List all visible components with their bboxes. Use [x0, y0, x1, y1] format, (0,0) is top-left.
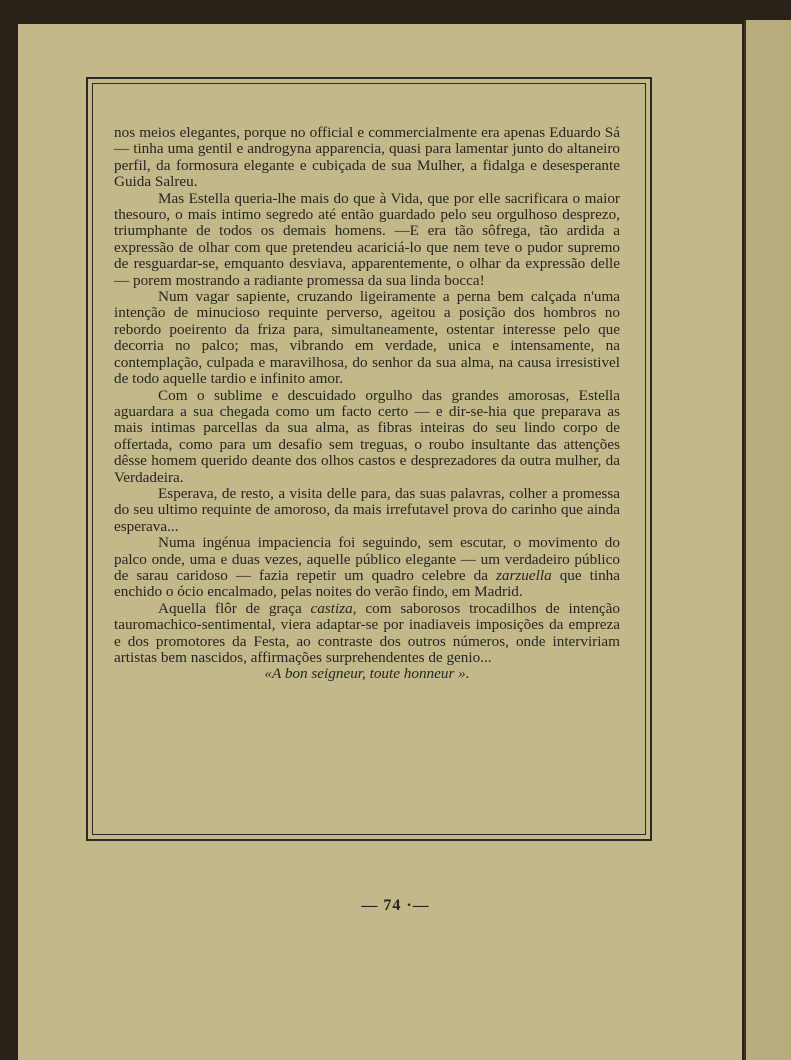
paragraph-6-end: que tinha enchido o ócio encalmado, pelas noites do verão findo, em Madrid. — [114, 566, 620, 601]
paragraph-7-italic: castiza — [310, 599, 353, 617]
closing-quote: «A bon seigneur, toute honneur ». — [264, 665, 470, 683]
paragraph-6-italic: zarzuella — [495, 566, 552, 584]
paragraph-2: Mas Estella queria-lhe mais do que à Vida, que por elle sacrificara o maior thesouro, o mais intimo segredo até então guardado pelo seu orgulhoso desprezo, triumphante de todos os demais homens. —E era tão sôfrega, tão ardida a expressão de olhar com que pretendeu acariciá-lo que nem teve o pudor supremo de resguardar-se, emquanto desviava, apparentemente, o olhar da expressão delle — porem mostrando a radiante promessa da sua linda bocca! — [114, 189, 620, 289]
paragraph-7-end: , com saborosos trocadilhos de intenção tauromachico-sentimental, viera adaptar-se por inadiaveis imposições da empreza e dos promotores da Festa, ao contraste dos outros números, onde interviriam artistas bem nascidos, affirmações surprehendentes de genio... — [114, 599, 620, 666]
paragraph-7-start: Aquella flôr de graça — [158, 599, 311, 617]
body-text — [114, 125, 620, 683]
paragraph-7 — [114, 601, 620, 667]
paragraph-3: Num vagar sapiente, cruzando ligeiramente a perna bem calçada n'uma intenção de minucioso requinte perverso, ageitou a posição dos hombros no rebordo poeirento da friza para, simultaneamente, ostentar interesse pelo que decorria no palco; mas, vibrando em verdade, unica e intensamente, na contemplação, culpada e maravilhosa, do senhor da sua alma, na causa irresistivel de todo aquelle tardio e infinito amor. — [114, 288, 620, 388]
page-number: — 74 ·— — [361, 897, 430, 914]
paragraph-5: Esperava, de resto, a visita delle para, das suas palavras, colher a promessa do seu ultimo requinte de amoroso, da mais irrefutavel prova do carinho que ainda esperava... — [114, 484, 620, 535]
paragraph-1: nos meios elegantes, porque no official e commercialmente era apenas Eduardo Sá — tinha uma gentil e androgyna apparencia, quasi para lamentar junto do altaneiro perfil, da formosura elegante e cubiçada de sua Mulher, a fidalga e desesperante Guida Salreu. — [114, 124, 620, 191]
paragraph-4: Com o sublime e descuidado orgulho das grandes amorosas, Estella aguardara a sua chegada como um facto certo — e dir-se-hia que preparava as mais intimas parcellas da sua alma, as fibras inteiras do seu lindo corpo de offertada, como para um desafio sem treguas, o roubo insultante das attenções dêsse homem querido deante dos olhos castos e desprezadores da outra mulher, da Verdadeira. — [114, 386, 620, 486]
paragraph-6 — [114, 535, 620, 601]
paragraph-6-start: Numa ingénua impaciencia foi seguindo, sem escutar, o movimento do palco onde, uma e duas vezes, aquelle público elegante — um verdadeiro público de sarau caridoso — fazia repetir um quadro celebre da — [114, 534, 620, 584]
